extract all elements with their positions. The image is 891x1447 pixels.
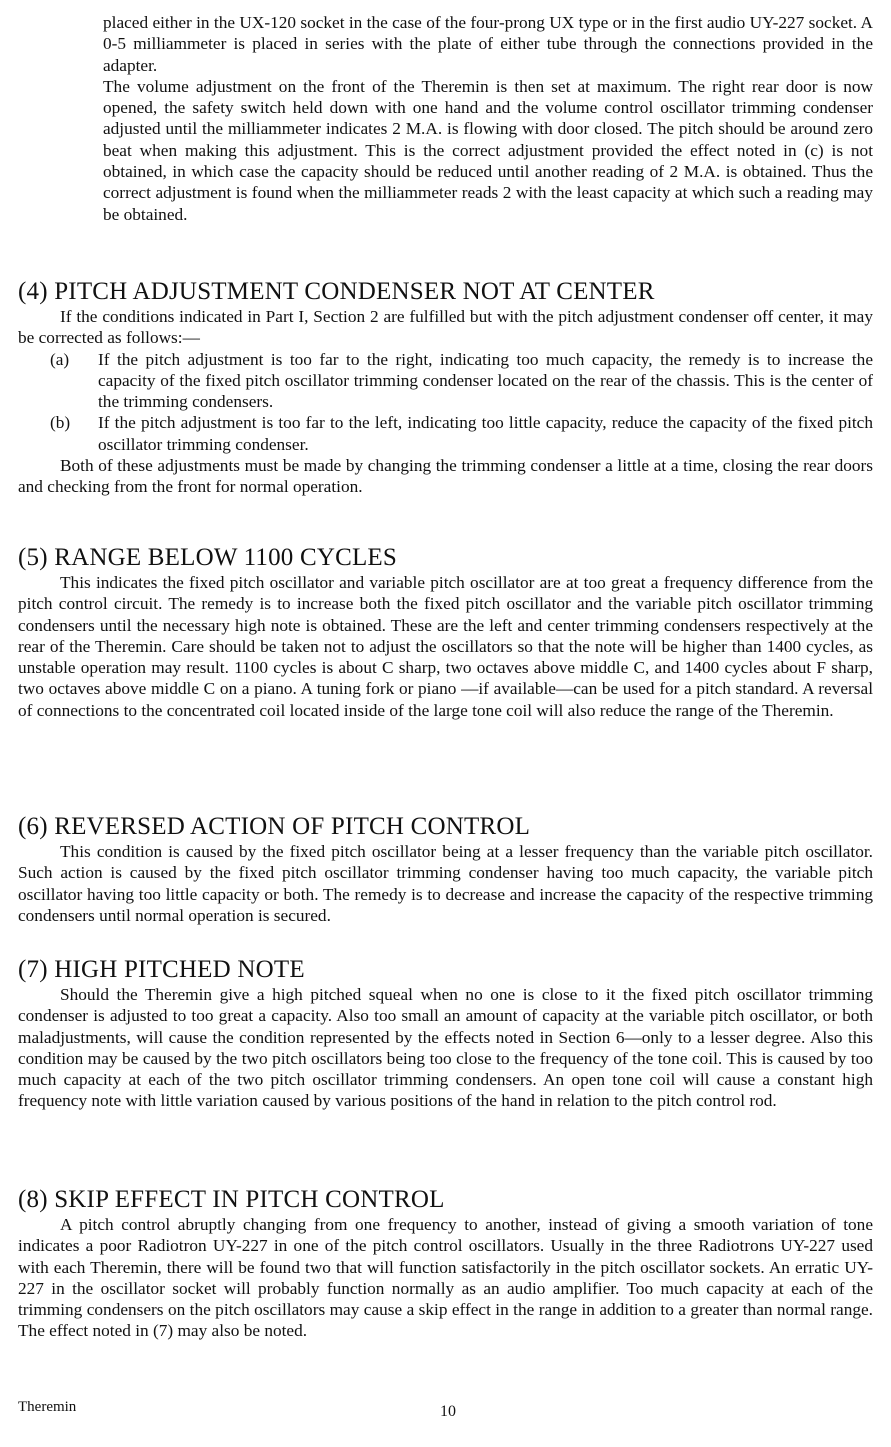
section-4-body — [18, 306, 873, 498]
section-4-item-b — [18, 412, 873, 455]
item-b-marker: (b) — [50, 413, 71, 433]
section-6-paragraph: This condition is caused by the fixed pitch oscillator being at a lesser frequency than the variable pitch oscillator. Such action is caused by the fixed pitch oscillator trimming condenser having too much capacity, the variable pitch oscillator having too little capacity or both. The remedy is to decrease and increase the capacity of the respective trimming condensers until normal operation is secured. — [18, 842, 873, 925]
section-4 — [18, 278, 873, 498]
section-7-paragraph: Should the Theremin give a high pitched squeal when no one is close to it the fixed pitch oscillator trimming condenser is adjusted to too great a capacity. Also too small an amount of capacity at the variable pitch oscillator, or both maladjustments, will cause the condition represented by the effects noted in Section 6—only to a lesser degree. Also this condition may be caused by the two pitch oscillators being too close to the frequency of the tone coil. This is caused by too much capacity at each of the two pitch oscillator trimming condensers. An open tone coil will cause a constant high frequency note with little variation caused by various positions of the hand in relation to the pitch control rod. — [18, 985, 873, 1111]
section-8-paragraph: A pitch control abruptly changing from one frequency to another, instead of giving a smooth variation of tone indicates a poor Radiotron UY-227 in one of the pitch control oscillators. Usually in the three Radiotrons UY-227 used with each Theremin, there will be found two that will function satisfactorily in the pitch oscillator sockets. An erratic UY-227 in the oscillator socket will probably function normally as an audio amplifier. Too much capacity at each of the trimming condensers on the pitch oscillators may cause a skip effect in the range in addition to a greater than normal range. The effect noted in (7) may also be noted. — [18, 1215, 873, 1341]
section-5-paragraph: This indicates the fixed pitch oscillator and variable pitch oscillator are at too great a frequency difference from the pitch control circuit. The remedy is to increase both the fixed pitch oscillator and the variable pitch oscillator trimming condensers until the necessary high note is obtained. These are the left and center trimming condensers respectively at the rear of the Theremin. Care should be taken not to adjust the oscillators so that the note will be higher than 1400 cycles, as unstable operation may result. 1100 cycles is about C sharp, two octaves above middle C, and 1400 cycles about F sharp, two octaves above middle C on a piano. A tuning fork or piano —if available—can be used for a pitch standard. A reversal of connections to the concentrated coil located inside of the large tone coil will also reduce the range of the Theremin. — [18, 573, 873, 720]
intro-paragraph-2: The volume adjustment on the front of the Theremin is then set at maximum. The right rear door is now opened, the safety switch held down with one hand and the volume control oscillator trimming condenser adjusted until the milliammeter indicates 2 M.A. is flowing with door closed. The pitch should be around zero beat when making this adjustment. This is the correct adjustment provided the effect noted in (c) is not obtained, in which case the capacity should be reduced until another reading of 2 M.A. is obtained. Thus the correct adjustment is found when the milliammeter reads 2 with the least capacity at which such a reading may be obtained. — [103, 76, 873, 224]
section-4-item-a — [18, 349, 873, 413]
footer-label: Theremin — [18, 1399, 77, 1415]
section-6 — [18, 813, 873, 926]
intro-continuation — [103, 12, 873, 225]
intro-paragraph-1: placed either in the UX-120 socket in the case of the four-prong UX type or in the first audio UY-227 socket. A 0-5 milliammeter is placed in series with the plate of either tube through the connections provided in the adapter. — [103, 13, 873, 75]
item-a-marker: (a) — [50, 349, 70, 369]
section-8-heading: (8) SKIP EFFECT IN PITCH CONTROL — [18, 1186, 445, 1213]
page-number: 10 — [440, 1403, 456, 1420]
item-b-text: If the pitch adjustment is too far to the left, indicating too little capacity, reduce the capacity of the fixed pitch oscillator trimming condenser. — [98, 413, 873, 454]
section-7-heading: (7) HIGH PITCHED NOTE — [18, 956, 305, 983]
section-5-heading: (5) RANGE BELOW 1100 CYCLES — [18, 544, 397, 571]
section-6-heading: (6) REVERSED ACTION OF PITCH CONTROL — [18, 813, 531, 840]
section-4-closing: Both of these adjustments must be made by changing the trimming condenser a little at a time, closing the rear doors and checking from the front for normal operation. — [18, 456, 873, 497]
section-8 — [18, 1186, 873, 1342]
section-4-heading: (4) PITCH ADJUSTMENT CONDENSER NOT AT CENTER — [18, 278, 655, 305]
item-a-text: If the pitch adjustment is too far to the right, indicating too much capacity, the remedy is to increase the capacity of the fixed pitch oscillator trimming condenser located on the rear of the chassis. This is the center of the trimming condensers. — [98, 349, 873, 412]
section-8-body — [18, 1214, 873, 1342]
section-5 — [18, 544, 873, 721]
section-6-body — [18, 841, 873, 926]
section-4-lead: If the conditions indicated in Part I, Section 2 are fulfilled but with the pitch adjustment condenser off center, it may be corrected as follows:— — [18, 307, 873, 348]
section-7 — [18, 956, 873, 1112]
section-5-body — [18, 572, 873, 721]
section-7-body — [18, 984, 873, 1112]
